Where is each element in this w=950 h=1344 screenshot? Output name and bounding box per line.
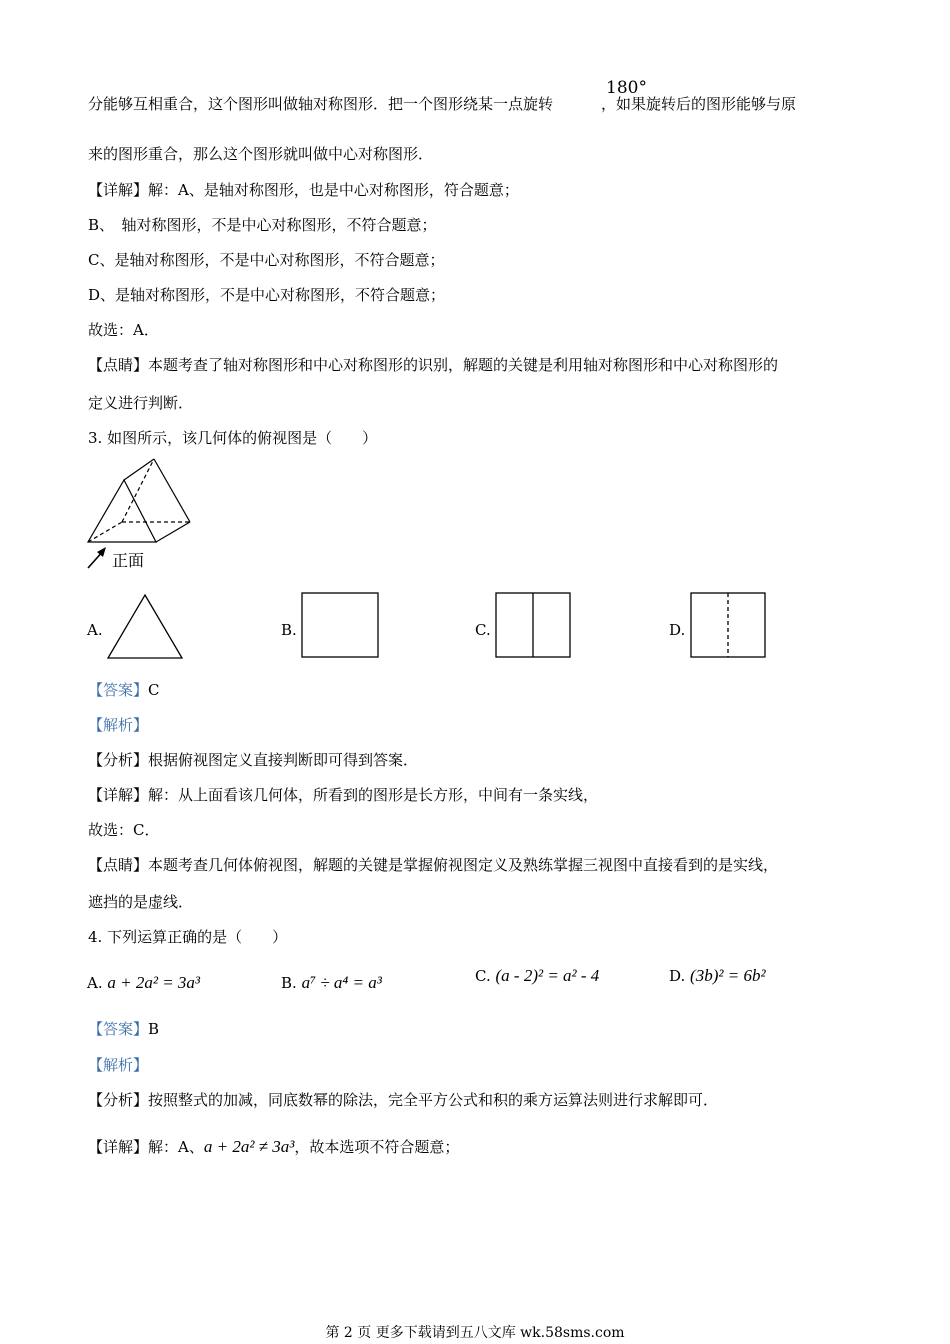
answer-value: C — [148, 681, 160, 699]
q4-option-d: D. (3b)² = 6b² — [669, 966, 766, 985]
intro-text-b: ，如果旋转后的图形能够与原 — [601, 95, 797, 113]
q2-comment-2: 定义进行判断． — [88, 394, 194, 412]
prism-front-face — [88, 480, 156, 542]
option-b-expression: a⁷ ÷ a⁴ = a³ — [301, 973, 382, 992]
q3-analysis-label: 【解析】 — [88, 716, 149, 734]
q2-option-b: B、 轴对称图形，不是中心对称图形，不符合题意； — [88, 216, 437, 234]
rotation-angle: 180° — [606, 78, 647, 98]
comment-label: 【点睛】 — [88, 356, 149, 374]
answer-value: B — [148, 1020, 160, 1038]
q3-question: 3. 如图所示，该几何体的俯视图是（ ） — [88, 429, 378, 447]
q3-option-a-label: A. — [87, 621, 103, 639]
q3-analysis: 【分析】根据俯视图定义直接判断即可得到答案． — [88, 751, 419, 769]
option-d-rectangle-dashed-line — [690, 592, 770, 660]
q4-analysis-label: 【解析】 — [88, 1056, 149, 1074]
answer-label: 【答案】 — [88, 1020, 149, 1038]
option-c-expression: (a - 2)² = a² - 4 — [495, 966, 600, 985]
q3-choose: 故选：C． — [88, 821, 160, 839]
intro-line-1 — [88, 94, 796, 114]
q3-option-d-label: D. — [669, 621, 686, 639]
q4-option-b: B. a⁷ ÷ a⁴ = a³ — [281, 973, 382, 992]
q4-analysis: 【分析】按照整式的加减，同底数幂的除法，完全平方公式和积的乘方运算法则进行求解即可． — [88, 1091, 719, 1109]
q2-detail: 【详解】解：A、是轴对称图形，也是中心对称图形，符合题意； — [88, 181, 519, 199]
q4-option-c: C. (a - 2)² = a² - 4 — [475, 966, 600, 985]
q2-comment: 【点睛】本题考查了轴对称图形和中心对称图形的识别，解题的关键是利用轴对称图形和中心对称图形的 — [88, 356, 779, 374]
q3-answer — [88, 680, 160, 700]
detail-label: 【详解】 — [88, 181, 149, 199]
q3-detail: 【详解】解：从上面看该几何体，所看到的图形是长方形，中间有一条实线， — [88, 786, 599, 804]
q4-option-a: A. a + 2a² = 3a³ — [87, 973, 201, 992]
q3-option-c-label: C. — [475, 621, 491, 639]
intro-line-2: 来的图形重合，那么这个图形就叫做中心对称图形． — [88, 145, 434, 163]
q3-option-b-label: B. — [281, 621, 297, 639]
option-c-rectangle-solid-line — [495, 592, 575, 660]
page-footer: 第 2 页 更多下载请到五八文库 wk.58sms.com — [325, 1325, 625, 1341]
q2-option-c: C、是轴对称图形，不是中心对称图形，不符合题意； — [88, 251, 445, 269]
detail-expression: a + 2a² ≠ 3a³ — [203, 1137, 295, 1156]
q3-comment: 【点睛】本题考查几何体俯视图，解题的关键是掌握俯视图定义及熟练掌握三视图中直接看到的是实线， — [88, 856, 779, 874]
q3-comment-2: 遮挡的是虚线． — [88, 893, 194, 911]
q2-choose: 故选：A． — [88, 321, 159, 339]
q4-answer — [88, 1019, 159, 1039]
option-a-triangle — [106, 594, 186, 660]
q2-option-d: D、是轴对称图形，不是中心对称图形，不符合题意； — [88, 286, 446, 304]
answer-label: 【答案】 — [88, 681, 149, 699]
intro-text-a: 分能够互相重合，这个图形叫做轴对称图形．把一个图形绕某一点旋转 — [88, 95, 554, 113]
option-b-rectangle — [301, 592, 381, 660]
q4-detail: 【详解】解：A、a + 2a² ≠ 3a³，故本选项不符合题意； — [88, 1137, 460, 1156]
front-label: 正面 — [112, 551, 145, 570]
prism-figure — [86, 458, 196, 548]
arrow-icon — [86, 546, 110, 572]
q4-question: 4. 下列运算正确的是（ ） — [88, 928, 288, 946]
option-d-expression: (3b)² = 6b² — [690, 966, 766, 985]
option-a-expression: a + 2a² = 3a³ — [107, 973, 201, 992]
